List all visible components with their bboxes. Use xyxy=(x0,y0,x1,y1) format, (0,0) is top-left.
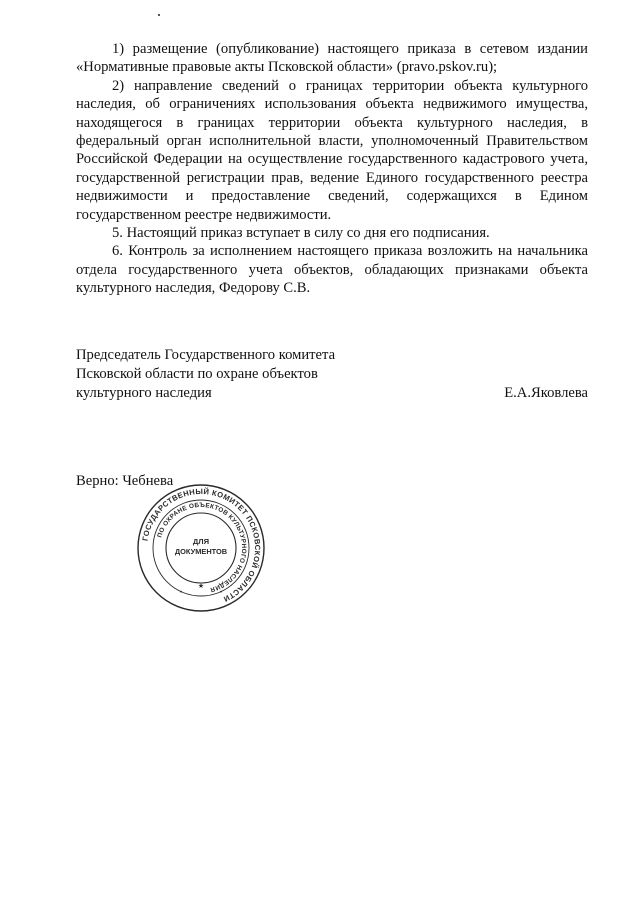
stamp-star-bottom: ★ xyxy=(197,582,205,590)
signer-name: Е.А.Яковлева xyxy=(504,385,588,401)
ink-dot xyxy=(158,14,160,16)
paragraph-publication: 1) размещение (опубликование) настоящего приказа в сетевом издании «Нормативные правовые акты Псковской области» (pravo.pskov.ru); xyxy=(76,41,588,76)
stamp-dot-left: • xyxy=(179,589,183,596)
stamp-center-line-1: ДЛЯ xyxy=(192,537,210,546)
signer-position-line-2: Псковской области по охране объектов xyxy=(76,366,318,382)
signer-position-line-1: Председатель Государственного комитета xyxy=(76,347,336,363)
document-body xyxy=(76,40,588,298)
paragraph-boundaries: 2) направление сведений о границах территории объекта культурного наследия, об ограничениях использования объекта недвижимого имущества, находящегося в границах территории объекта культурного наследия, в федеральный орган исполнительной власти, уполномоченный Правительством Российской Федерации на осуществление государственного кадастрового учета, государственной регистрации прав, ведение Единого государственного реестра недвижимости и предоставление сведений, содержащихся в Едином государственном реестре недвижимости. xyxy=(76,77,588,223)
stamp-outer-text: ГОСУДАРСТВЕННЫЙ КОМИТЕТ ПСКОВСКОЙ ОБЛАСТИ xyxy=(140,486,263,604)
certification-note: Верно: Чебнева xyxy=(76,473,174,489)
signature-block xyxy=(76,346,588,403)
stamp-center-line-2: ДОКУМЕНТОВ xyxy=(174,547,228,556)
paragraph-control: 6. Контроль за исполнением настоящего приказа возложить на начальника отдела государственного учета объектов, обладающих признаками объекта культурного наследия, Федорову С.В. xyxy=(76,243,588,297)
signer-position-line-3: культурного наследия xyxy=(76,385,212,401)
stamp-dot-right: • xyxy=(219,589,223,596)
paragraph-effective-date: 5. Настоящий приказ вступает в силу со дня его подписания. xyxy=(112,225,490,242)
official-stamp xyxy=(131,482,271,614)
stamp-inner-text: ПО ОХРАНЕ ОБЪЕКТОВ КУЛЬТУРНОГО НАСЛЕДИЯ xyxy=(156,501,248,593)
